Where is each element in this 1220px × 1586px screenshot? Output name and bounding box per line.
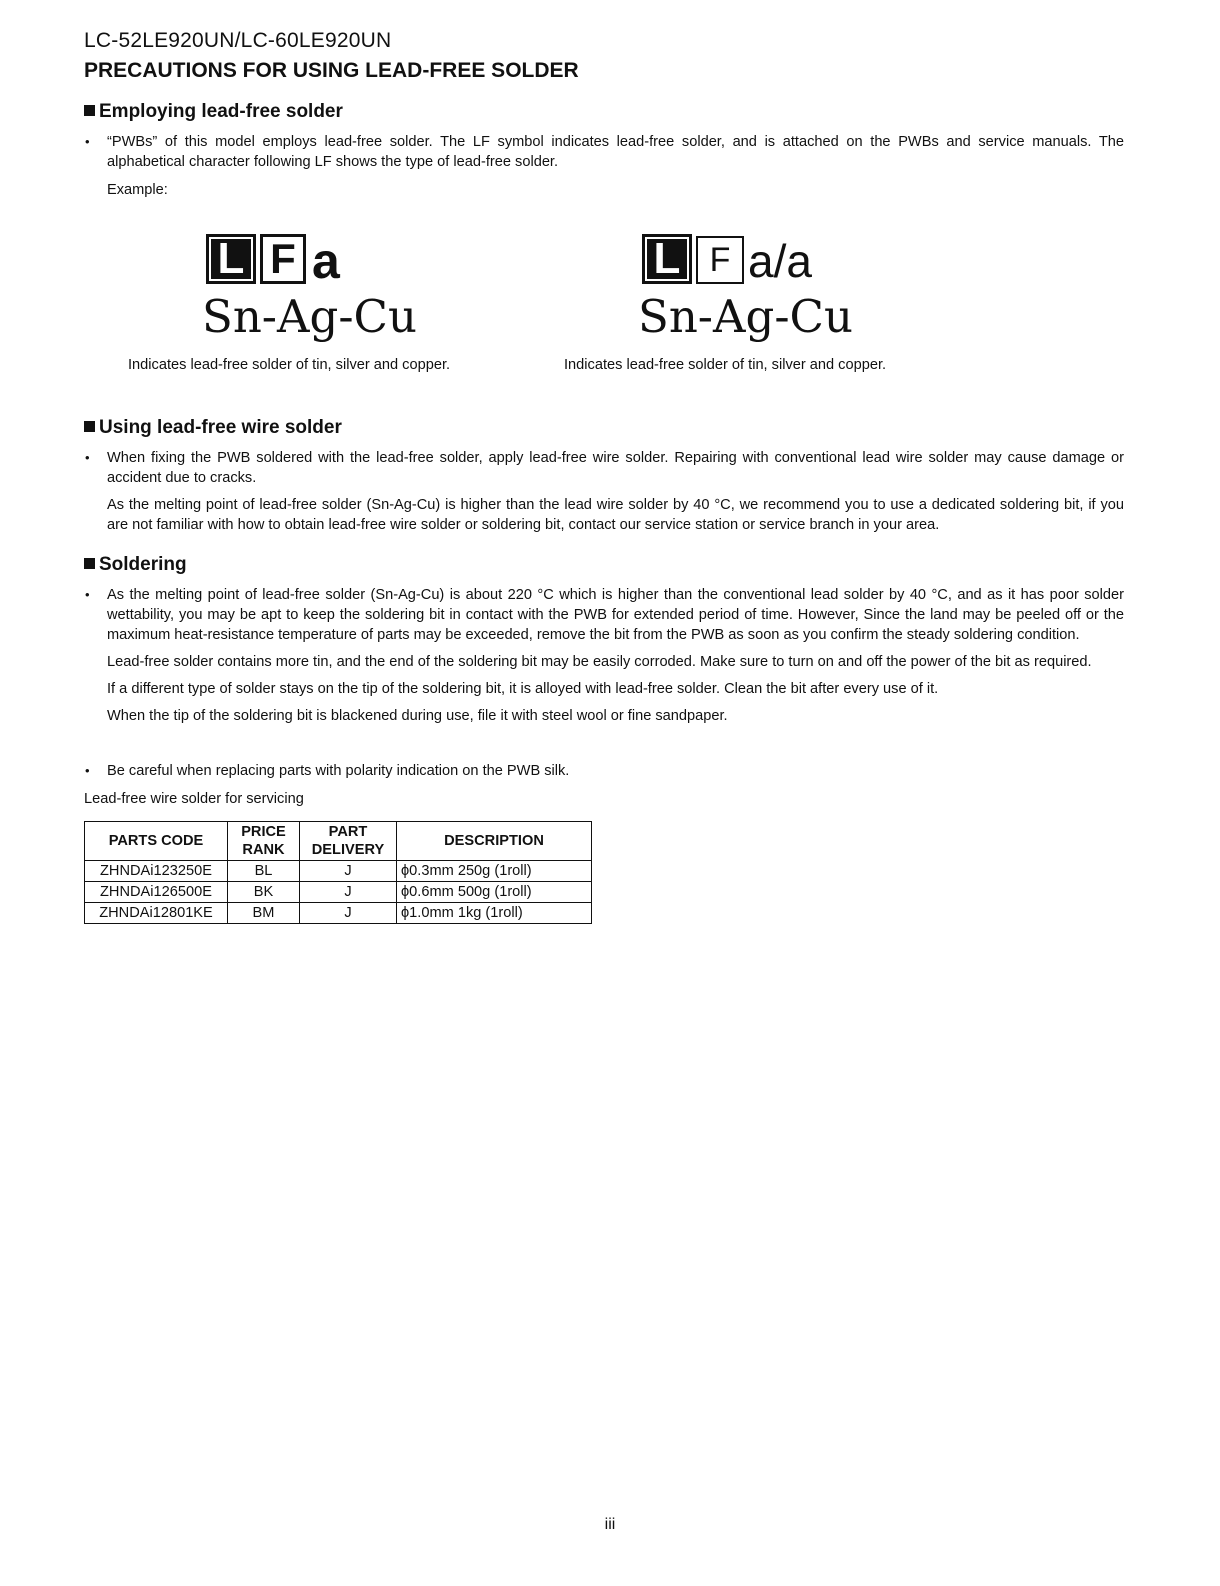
soldering-paragraph-3: If a different type of solder stays on the tip of the soldering bit, it is alloyed with lead-free solder. Clean the bit after every use of it. bbox=[107, 681, 939, 697]
part-delivery-cell: J bbox=[300, 882, 397, 903]
lf-box-l: L bbox=[642, 234, 692, 284]
soldering-paragraph-1: • As the melting point of lead-free solder (Sn-Ag-Cu) is about 220 °C which is higher than the conventional lead solder by 40 °C, and as it has poor solder wettability, you may be apt to keep the soldering bit in contact with the PWB for extended period of time. However, Since the land may be peeled off or the maximum heat-resistance temperature of parts may be exceeded, remove the bit from the PWB as soon as you confirm the steady soldering condition. bbox=[84, 585, 1124, 645]
lf-symbol-examples bbox=[84, 200, 1124, 406]
price-rank-cell: BL bbox=[228, 861, 300, 882]
lf-box-l: L bbox=[206, 234, 256, 284]
price-rank-cell: BK bbox=[228, 882, 300, 903]
table-header-row bbox=[85, 822, 592, 861]
soldering-paragraph-2: Lead-free solder contains more tin, and the end of the soldering bit may be easily corroded. Make sure to turn on and off the power of the bit as required. bbox=[107, 654, 1092, 670]
lf-symbol-logo bbox=[206, 226, 340, 289]
header-description: DESCRIPTION bbox=[397, 822, 592, 861]
page-number: iii bbox=[604, 1516, 616, 1533]
solder-parts-table bbox=[84, 821, 592, 924]
table-row bbox=[85, 882, 592, 903]
description-cell: ϕ0.3mm 250g (1roll) bbox=[397, 861, 592, 882]
wire-paragraph-2: As the melting point of lead-free solder (Sn-Ag-Cu) is higher than the lead wire solder by 40 °C, we recommend you to use a dedicated soldering bit, if you are not familiar with how to obtain lead-free wire solder or soldering bit, contact our service station or service branch in your area. bbox=[107, 497, 1124, 533]
description-cell: ϕ0.6mm 500g (1roll) bbox=[397, 882, 592, 903]
parts-code-cell: ZHNDAi126500E bbox=[85, 882, 228, 903]
parts-code-cell: ZHNDAi12801KE bbox=[85, 903, 228, 924]
section-heading-wire: Using lead-free wire solder bbox=[84, 416, 1124, 440]
example-label: Example: bbox=[107, 182, 168, 198]
section-heading-employing: Employing lead-free solder bbox=[84, 100, 1124, 124]
square-bullet-icon bbox=[84, 558, 95, 569]
square-bullet-icon bbox=[84, 105, 95, 116]
header-price-rank: PRICE RANK bbox=[228, 822, 300, 861]
model-number: LC-52LE920UN/LC-60LE920UN bbox=[84, 29, 392, 52]
table-row bbox=[85, 861, 592, 882]
example-caption: Indicates lead-free solder of tin, silver and copper. bbox=[128, 357, 451, 373]
alloy-label: Sn-Ag-Cu bbox=[202, 290, 417, 343]
part-delivery-cell: J bbox=[300, 903, 397, 924]
price-rank-cell: BM bbox=[228, 903, 300, 924]
lf-suffix: a/a bbox=[748, 235, 812, 287]
table-row bbox=[85, 903, 592, 924]
alloy-label: Sn-Ag-Cu bbox=[638, 290, 853, 343]
description-cell: ϕ1.0mm 1kg (1roll) bbox=[397, 903, 592, 924]
table-caption: Lead-free wire solder for servicing bbox=[84, 791, 304, 807]
header-part-delivery: PART DELIVERY bbox=[300, 822, 397, 861]
soldering-paragraph-4: When the tip of the soldering bit is blackened during use, file it with steel wool or fine sandpaper. bbox=[107, 708, 728, 724]
lf-symbol-logo bbox=[642, 226, 812, 287]
wire-paragraph-1: • When fixing the PWB soldered with the lead-free solder, apply lead-free wire solder. Repairing with conventional lead wire solder may cause damage or accident due to cracks. bbox=[84, 448, 1124, 488]
example-caption: Indicates lead-free solder of tin, silver and copper. bbox=[564, 357, 887, 373]
section-heading-soldering: Soldering bbox=[84, 553, 1124, 577]
header-parts-code: PARTS CODE bbox=[85, 822, 228, 861]
part-delivery-cell: J bbox=[300, 861, 397, 882]
parts-code-cell: ZHNDAi123250E bbox=[85, 861, 228, 882]
lf-box-f: F bbox=[260, 234, 306, 284]
square-bullet-icon bbox=[84, 421, 95, 432]
document-page bbox=[84, 28, 1124, 924]
polarity-note: • Be careful when replacing parts with polarity indication on the PWB silk. bbox=[84, 761, 1124, 781]
lf-box-f: F bbox=[696, 236, 744, 284]
page-title: PRECAUTIONS FOR USING LEAD-FREE SOLDER bbox=[84, 59, 579, 82]
lf-suffix: a bbox=[312, 233, 340, 289]
employing-paragraph: • “PWBs” of this model employs lead-free solder. The LF symbol indicates lead-free solder, and is attached on the PWBs and service manuals. The alphabetical character following LF shows the type of lead-free solder. bbox=[84, 132, 1124, 172]
